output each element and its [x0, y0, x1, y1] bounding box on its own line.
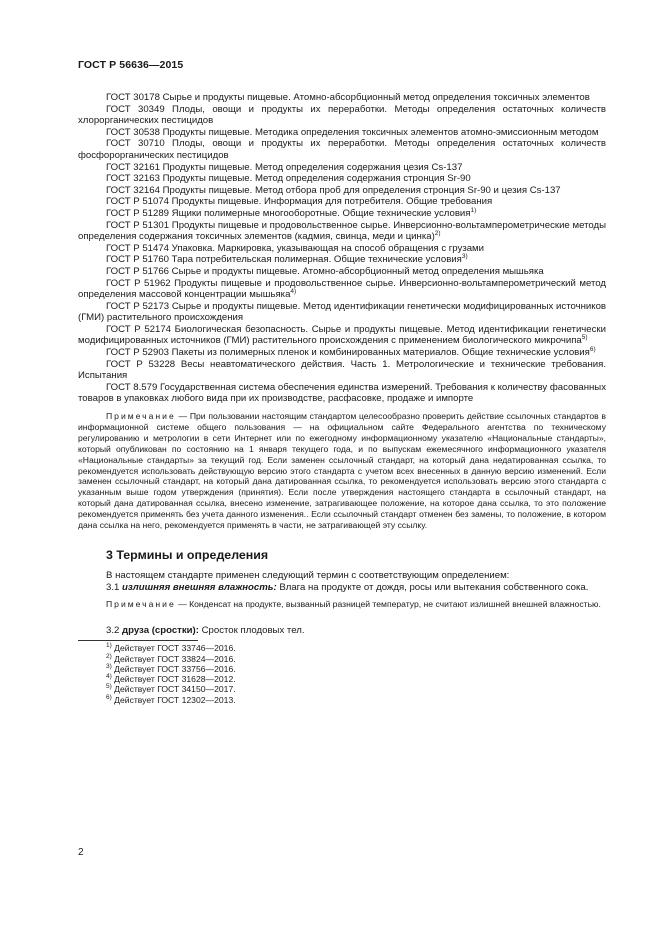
reference-item [78, 196, 606, 208]
footnote-text: Действует ГОСТ 12302—2013. [114, 694, 236, 705]
reference-item [78, 127, 606, 139]
term-definition: Влага на продукте от дождя, росы или вытекания собственного сока. [276, 581, 589, 593]
footnotes [78, 643, 606, 705]
footnote-number: 2) [106, 652, 112, 660]
reference-item [78, 138, 606, 161]
reference-item [78, 185, 606, 197]
reference-item [78, 359, 606, 382]
footnote-marker: 3) [461, 253, 468, 261]
footnote [106, 643, 606, 653]
footnote-number: 1) [106, 642, 112, 650]
reference-item [78, 382, 606, 405]
footnote-marker: 1) [470, 206, 477, 214]
footnote-marker: 4) [290, 287, 297, 295]
footnote-text: Действует ГОСТ 33746—2016. [114, 643, 236, 654]
section-intro: В настоящем стандарте применен следующий термин с соответствующим определением: [106, 570, 510, 581]
reference-item [78, 266, 606, 278]
term-name: друза (сростки): [122, 624, 199, 636]
reference-list [78, 92, 606, 405]
reference-text: ГОСТ Р 52903 Пакеты из полимерных пленок и комбинированных материалов. Общие технические условия [106, 347, 590, 359]
page-body [78, 92, 606, 705]
term-name: излишняя внешняя влажность: [122, 581, 277, 593]
reference-text: ГОСТ Р 52174 Биологическая безопасность. Сырье и продукты пищевые. Метод идентификации генетически модифицированных источников (ГМИ) растительного происхождения с применением биологического микрочипа [78, 323, 606, 347]
reference-text: ГОСТ Р 51074 Продукты пищевые. Информация для потребителя. Общие требования [106, 196, 493, 208]
reference-text: ГОСТ 30178 Сырье и продукты пищевые. Атомно-абсорбционный метод определения токсичных элементов [106, 92, 590, 103]
footnote [106, 674, 606, 684]
document-header: ГОСТ Р 56636—2015 [78, 59, 184, 71]
reference-item [78, 324, 606, 347]
footnote-number: 3) [106, 663, 112, 671]
footnote-number: 4) [106, 673, 112, 681]
page-number: 2 [78, 847, 84, 858]
reference-item [78, 220, 606, 243]
reference-text: ГОСТ 8.579 Государственная система обеспечения единства измерений. Требования к количеству фасованных товаров в упаковках любого вида при их производстве, расфасовке, продаже и импорте [78, 381, 606, 405]
section-heading: 3 Термины и определения [106, 548, 269, 562]
reference-item [78, 347, 606, 359]
term-3-1 [78, 582, 606, 594]
footnote [106, 695, 606, 705]
reference-item [78, 301, 606, 324]
footnote-number: 6) [106, 693, 112, 701]
reference-text: ГОСТ 32161 Продукты пищевые. Метод определения содержания цезия Cs-137 [106, 161, 463, 173]
term-number: 3.1 [106, 581, 123, 593]
note-term [78, 599, 606, 610]
reference-item [78, 278, 606, 301]
reference-item [78, 243, 606, 255]
footnote-marker: 6) [589, 345, 596, 353]
reference-text: ГОСТ Р 51301 Продукты пищевые и продовольственное сырье. Инверсионно-вольтамперометрические методы определения содержания токсичных элементов (кадмия, свинца, меди и цинка) [78, 219, 606, 243]
reference-text: ГОСТ Р 51962 Продукты пищевые и продовольственное сырье. Инверсионно-вольтамперометрический метод определения массовой концентрации мышьяка [78, 277, 606, 301]
footnote-separator [78, 640, 198, 641]
footnote-number: 5) [106, 683, 112, 691]
footnote [106, 664, 606, 674]
note-references [78, 411, 606, 531]
note-text: — Конденсат на продукте, вызванный разницей температур, не считают излишней внешней влажностью. [175, 599, 601, 610]
reference-text: ГОСТ 32163 Продукты пищевые. Метод определения содержания стронция Sr-90 [106, 173, 471, 185]
reference-text: ГОСТ Р 51289 Ящики полимерные многооборотные. Общие технические условия [106, 207, 471, 219]
reference-text: ГОСТ Р 51474 Упаковка. Маркировка, указывающая на способ обращения с грузами [106, 242, 485, 254]
reference-text: ГОСТ Р 53228 Весы неавтоматического действия. Часть 1. Метрологические и технические требования. Испытания [78, 358, 606, 382]
note-label: Примечание [106, 599, 176, 610]
reference-item [78, 92, 606, 104]
reference-text: ГОСТ 30349 Плоды, овощи и продукты их переработки. Методы определения остаточных количеств хлорорганических пестицидов [78, 103, 606, 127]
reference-text: ГОСТ Р 52173 Сырье и продукты пищевые. Метод идентификации генетически модифицированных источников (ГМИ) растительного происхождения [78, 300, 606, 324]
reference-item [78, 254, 606, 266]
footnote-text: Действует ГОСТ 31628—2012. [114, 674, 236, 685]
reference-item [78, 208, 606, 220]
reference-text: ГОСТ 30710 Плоды, овощи и продукты их переработки. Методы определения остаточных количеств фосфорорганических пестицидов [78, 138, 606, 161]
reference-item [78, 173, 606, 185]
term-number: 3.2 [106, 624, 123, 636]
footnote-text: Действует ГОСТ 33824—2016. [114, 653, 236, 664]
term-definition: Сросток плодовых тел. [198, 624, 305, 636]
footnote [106, 654, 606, 664]
footnote-marker: 2) [434, 229, 441, 237]
footnote-marker: 5) [581, 334, 588, 342]
reference-item [78, 104, 606, 127]
reference-text: ГОСТ 32164 Продукты пищевые. Метод отбора проб для определения стронция Sr-90 и цезия Cs-137 [106, 184, 561, 196]
reference-text: ГОСТ Р 51766 Сырье и продукты пищевые. Атомно-абсорбционный метод определения мышьяка [106, 265, 544, 277]
footnote-text: Действует ГОСТ 33756—2016. [114, 663, 236, 674]
reference-text: ГОСТ Р 51760 Тара потребительская полимерная. Общие технические условия [106, 254, 462, 266]
footnote [106, 684, 606, 694]
note-text: — При пользовании настоящим стандартом целесообразно проверить действие ссылочных стандартов в информационной системе общего пользования — на официальном сайте Федерального агентства по техническому регулированию и метрологии в сети Интернет или по ежегодному информационному указателю «Национальные стандарты», который опубликован по состоянию на 1 января текущего года, и по выпускам ежемесячного информационного указателя «Национальные стандарты» за текущий год. Если заменен ссылочный стандарт, на который дана недатированная ссылка, то рекомендуется использовать действующую версию этого стандарта с учетом всех внесенных в данную версию изменений. Если заменен ссылочный стандарт, на который дана датированная ссылка, то рекомендуется использовать версию этого стандарта с указанным выше годом утверждения (принятия). Если после утверждения настоящего стандарта в ссылочный стандарт, на который дана датированная ссылка, внесено изменение, затрагивающее положение, на которое дана ссылка, то это положение рекомендуется применять без учета данного изменения.. Если ссылочный стандарт отменен без замены, то положение, в котором дана ссылка на него, рекомендуется применять в части, не затрагивающей эту ссылку. [78, 411, 606, 531]
note-label: Примечание [106, 411, 176, 422]
reference-item [78, 162, 606, 174]
footnote-text: Действует ГОСТ 34150—2017. [114, 684, 236, 695]
reference-text: ГОСТ 30538 Продукты пищевые. Методика определения токсичных элементов атомно-эмиссионным методом [106, 126, 599, 138]
term-3-2 [78, 625, 606, 637]
